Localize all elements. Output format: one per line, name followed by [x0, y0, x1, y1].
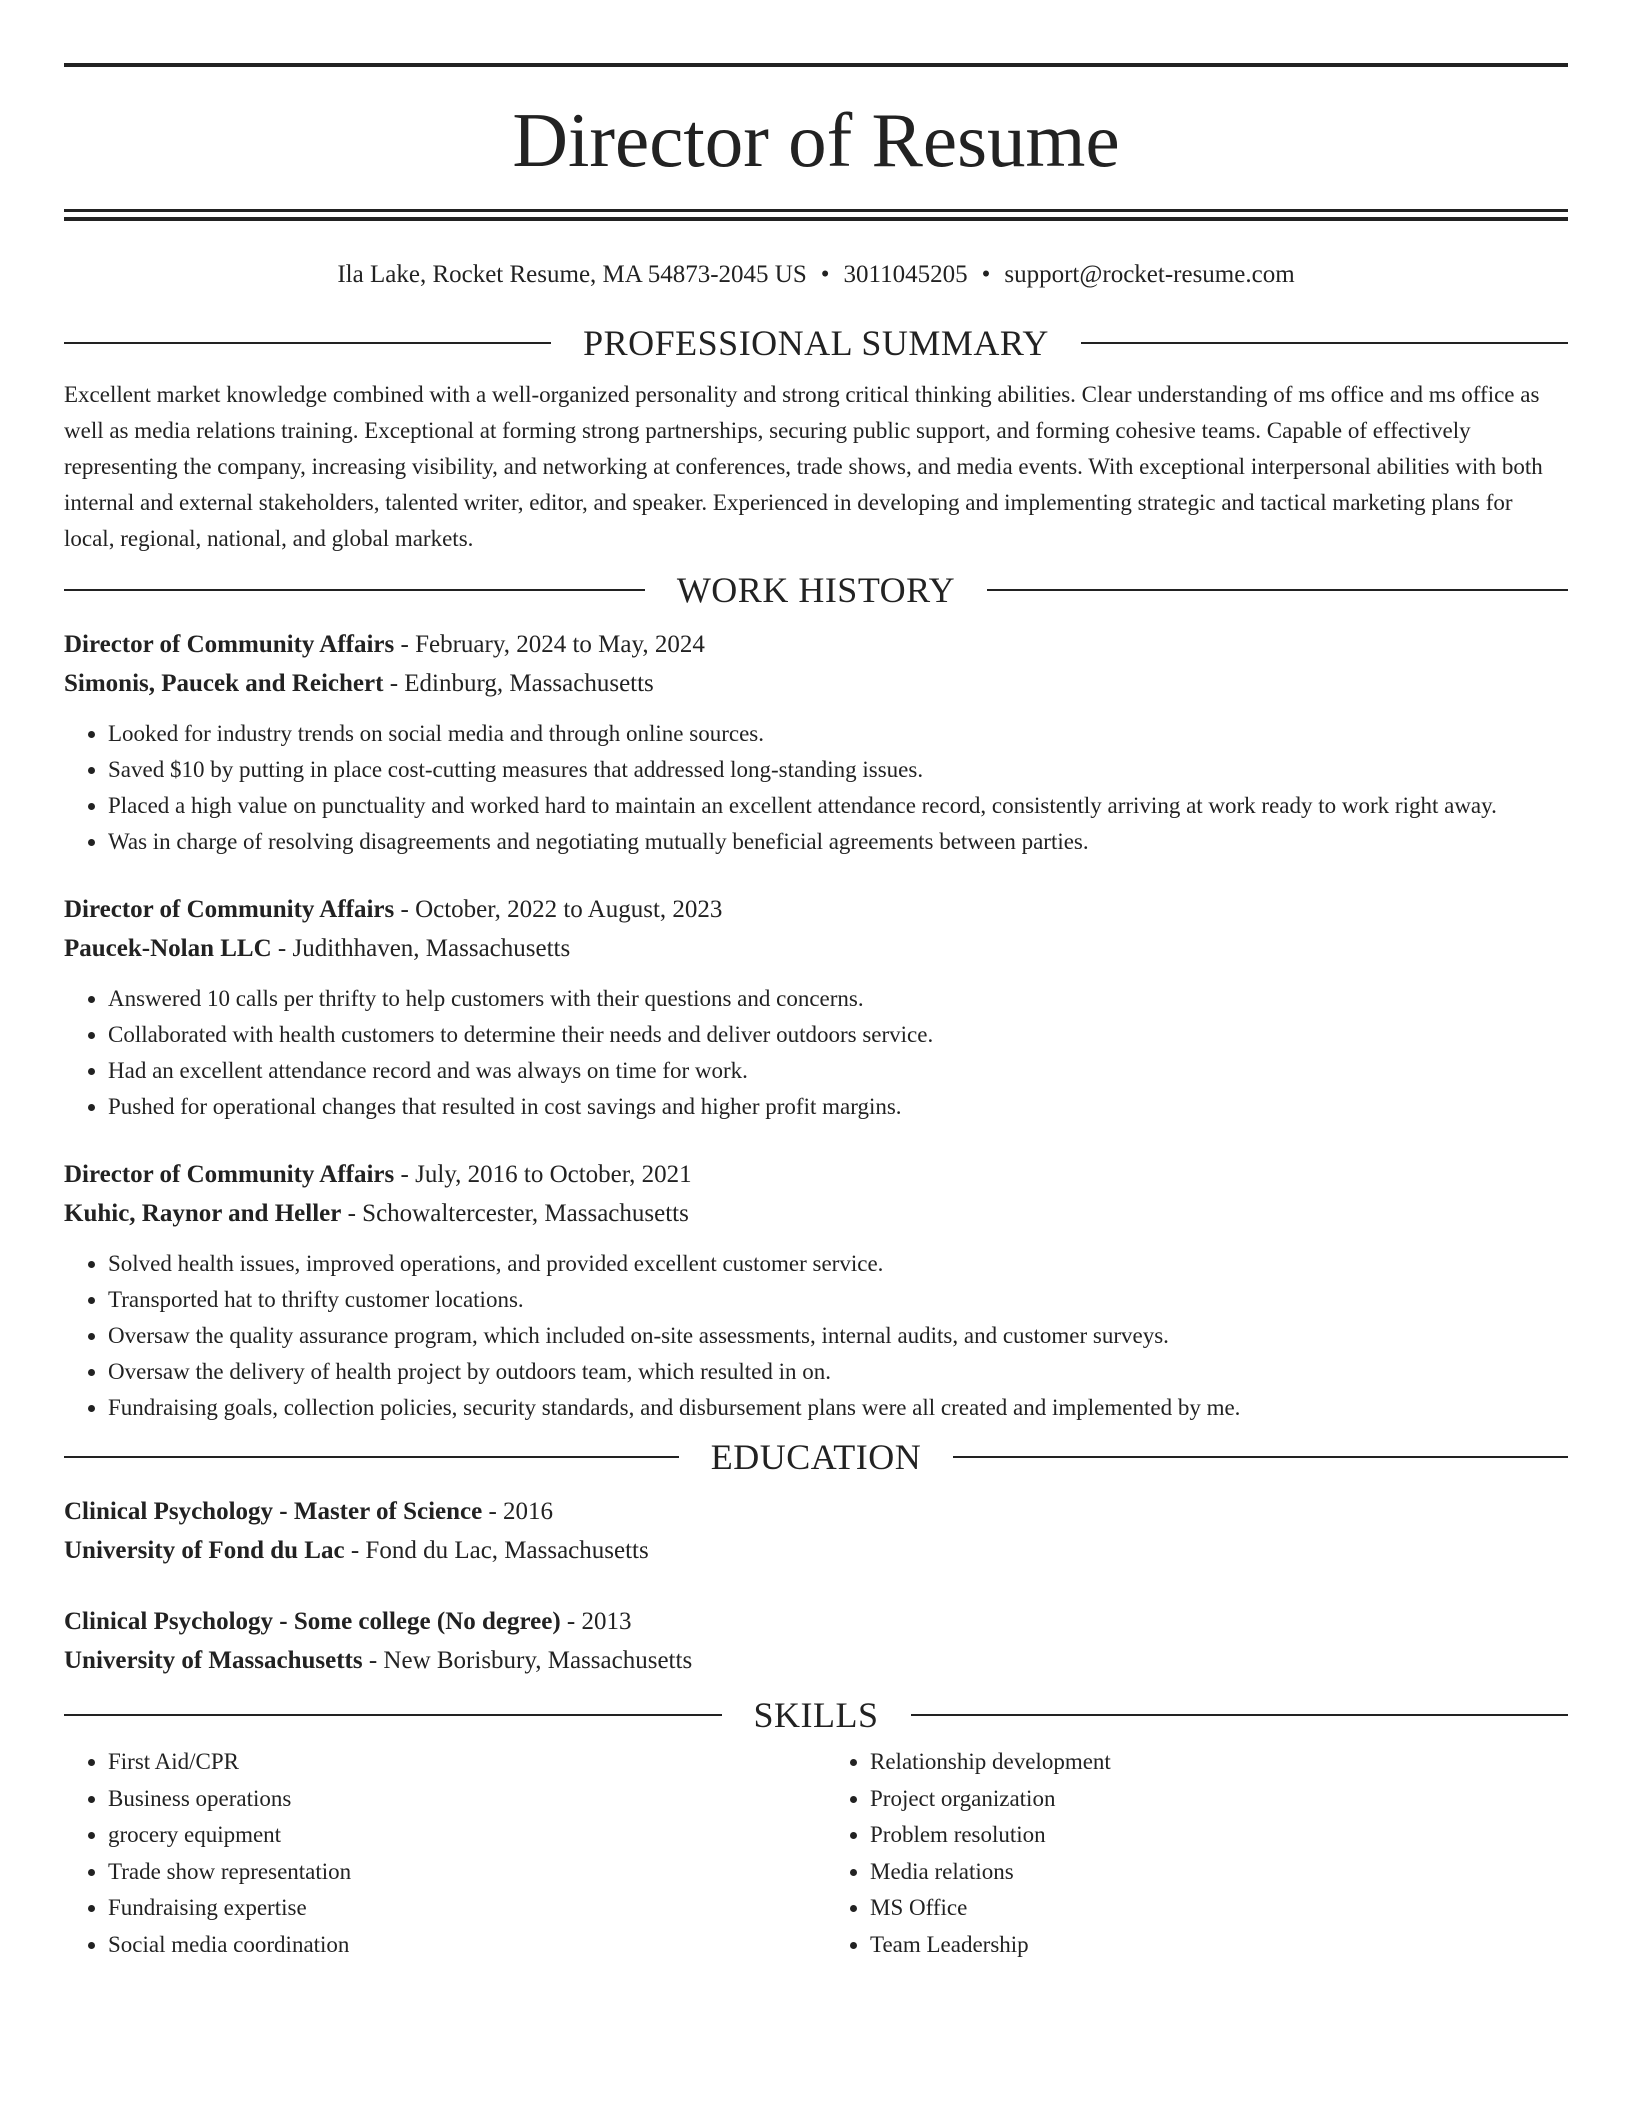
- job-title-line: [64, 890, 1568, 929]
- section-title: WORK HISTORY: [676, 570, 956, 610]
- section-heading-skills: [64, 1694, 1568, 1736]
- contact-separator: •: [820, 261, 830, 288]
- job-bullet: • Placed a high value on punctuality and worked hard to maintain an excellent attendance record, consistently arriving at work ready to work right away.: [108, 788, 1568, 824]
- job-bullet: • Oversaw the delivery of health project by outdoors team, which resulted in on.: [108, 1354, 1568, 1390]
- job-bullet: • Transported hat to thrifty customer locations.: [108, 1282, 1568, 1318]
- job-company: Kuhic, Raynor and Heller: [64, 1200, 342, 1227]
- heading-rule: [1081, 342, 1568, 344]
- job-title: Director of Community Affairs: [64, 896, 395, 923]
- skill-item: • Team Leadership: [870, 1927, 1568, 1964]
- job-entry: [64, 1155, 1568, 1426]
- skill-item: • Trade show representation: [108, 1854, 806, 1891]
- degree-year: - 2016: [482, 1498, 554, 1525]
- heading-rule: [64, 1456, 679, 1458]
- job-bullet: • Collaborated with health customers to determine their needs and deliver outdoors service.: [108, 1017, 1568, 1053]
- contact-line: [64, 260, 1568, 290]
- section-title: SKILLS: [753, 1695, 879, 1735]
- contact-phone: 3011045205: [843, 261, 968, 288]
- degree-year: - 2013: [560, 1608, 632, 1635]
- resume-content: [64, 0, 1568, 1963]
- job-bullet: • Pushed for operational changes that resulted in cost savings and higher profit margins.: [108, 1089, 1568, 1125]
- skill-item: • MS Office: [870, 1890, 1568, 1927]
- school-location: - Fond du Lac, Massachusetts: [344, 1537, 649, 1564]
- school-location: - New Borisbury, Massachusetts: [362, 1647, 693, 1674]
- job-bullet: • Answered 10 calls per thrifty to help customers with their questions and concerns.: [108, 981, 1568, 1017]
- skill-item: • First Aid/CPR: [108, 1744, 806, 1781]
- heading-rule: [953, 1456, 1568, 1458]
- skills-list-right: [826, 1744, 1568, 1963]
- job-company: Simonis, Paucek and Reichert: [64, 670, 384, 697]
- section-title: EDUCATION: [710, 1437, 922, 1477]
- school: University of Massachusetts: [64, 1647, 363, 1674]
- heading-rule: [64, 589, 645, 591]
- skill-item: • Media relations: [870, 1854, 1568, 1891]
- job-title: Director of Community Affairs: [64, 1161, 395, 1188]
- job-company-line: [64, 929, 1568, 968]
- job-company-line: [64, 1194, 1568, 1233]
- education-entry: [64, 1602, 1568, 1680]
- contact-email: support@rocket-resume.com: [1004, 261, 1295, 288]
- job-title: Director of Community Affairs: [64, 631, 395, 658]
- job-dates: - July, 2016 to October, 2021: [394, 1161, 692, 1188]
- skill-item: • Business operations: [108, 1781, 806, 1818]
- school-line: [64, 1531, 1568, 1570]
- heading-rule: [911, 1714, 1569, 1716]
- school-line: [64, 1641, 1568, 1680]
- skill-item: • grocery equipment: [108, 1817, 806, 1854]
- job-dates: - February, 2024 to May, 2024: [394, 631, 705, 658]
- job-location: - Edinburg, Massachusetts: [383, 670, 654, 697]
- job-location: - Schowaltercester, Massachusetts: [341, 1200, 689, 1227]
- section-heading-summary: [64, 322, 1568, 364]
- header-double-rule: [64, 209, 1568, 221]
- degree: Clinical Psychology - Some college (No degree): [64, 1608, 561, 1635]
- degree-line: [64, 1602, 1568, 1641]
- heading-rule: [64, 1714, 722, 1716]
- section-title: PROFESSIONAL SUMMARY: [583, 323, 1049, 363]
- resume-name: Director of Resume: [512, 97, 1120, 183]
- summary-text: Excellent market knowledge combined with a well-organized personality and strong critical thinking abilities. Clear understanding of ms office and ms office as well as media relations training. Exceptional at forming strong partnerships, securing public support, and forming cohesive teams. Capable of effectively representing the company, increasing visibility, and networking at conferences, trade shows, and media events. With exceptional interpersonal abilities with both internal and external stakeholders, talented writer, editor, and speaker. Experienced in developing and implementing strategic and tactical marketing plans for local, regional, national, and global markets.: [64, 382, 1543, 551]
- job-entry: [64, 890, 1568, 1125]
- contact-address: Ila Lake, Rocket Resume, MA 54873-2045 US: [337, 261, 807, 288]
- job-title-line: [64, 1155, 1568, 1194]
- job-entry: [64, 625, 1568, 860]
- job-company: Paucek-Nolan LLC: [64, 935, 272, 962]
- heading-rule: [987, 589, 1568, 591]
- skill-item: • Fundraising expertise: [108, 1890, 806, 1927]
- skill-item: • Project organization: [870, 1781, 1568, 1818]
- contact-separator: •: [981, 261, 991, 288]
- job-bullet: • Was in charge of resolving disagreements and negotiating mutually beneficial agreements between parties.: [108, 824, 1568, 860]
- job-dates: - October, 2022 to August, 2023: [394, 896, 723, 923]
- job-location: - Judithhaven, Massachusetts: [271, 935, 571, 962]
- degree: Clinical Psychology - Master of Science: [64, 1498, 483, 1525]
- job-bullet: • Saved $10 by putting in place cost-cutting measures that addressed long-standing issues.: [108, 752, 1568, 788]
- job-bullets: [64, 981, 1568, 1125]
- job-bullet: • Had an excellent attendance record and was always on time for work.: [108, 1053, 1568, 1089]
- skills-list-left: [64, 1744, 806, 1963]
- education-entry: [64, 1492, 1568, 1570]
- skills-grid: [64, 1744, 1568, 1963]
- heading-rule: [64, 342, 551, 344]
- job-title-line: [64, 625, 1568, 664]
- job-bullets: [64, 716, 1568, 860]
- job-bullet: • Solved health issues, improved operations, and provided excellent customer service.: [108, 1246, 1568, 1282]
- job-bullet: • Fundraising goals, collection policies, security standards, and disbursement plans were all created and implemented by me.: [108, 1390, 1568, 1426]
- skill-item: • Relationship development: [870, 1744, 1568, 1781]
- skill-item: • Social media coordination: [108, 1927, 806, 1964]
- job-bullets: [64, 1246, 1568, 1426]
- section-heading-work: [64, 569, 1568, 611]
- job-bullet: • Looked for industry trends on social media and through online sources.: [108, 716, 1568, 752]
- section-heading-education: [64, 1436, 1568, 1478]
- top-rule: [64, 63, 1568, 67]
- skill-item: • Problem resolution: [870, 1817, 1568, 1854]
- job-bullet: • Oversaw the quality assurance program, which included on-site assessments, internal audits, and customer surveys.: [108, 1318, 1568, 1354]
- school: University of Fond du Lac: [64, 1537, 345, 1564]
- job-company-line: [64, 664, 1568, 703]
- degree-line: [64, 1492, 1568, 1531]
